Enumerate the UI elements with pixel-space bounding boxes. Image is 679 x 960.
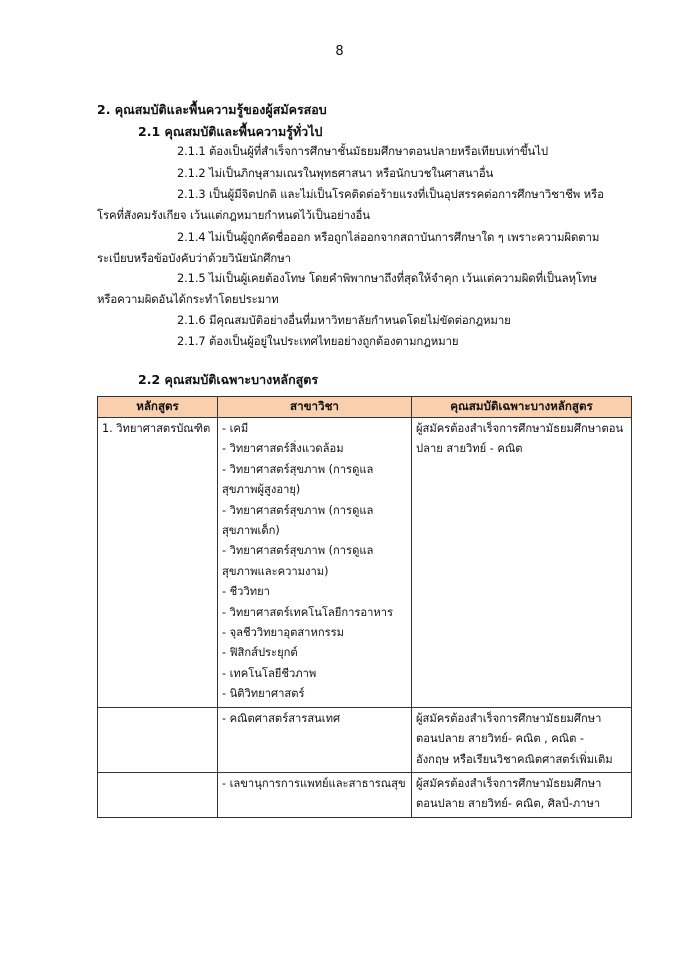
item-2-1-7: 2.1.7 ต้องเป็นผู้อยู่ในประเทศไทยอย่างถูกต้องตามกฎหมาย bbox=[177, 334, 459, 348]
item-2-1-3: 2.1.3 เป็นผู้มีจิตปกติ และไม่เป็นโรคติดต่อร้ายแรงที่เป็นอุปสรรคต่อการศึกษาวิชาชีพ หรือ bbox=[177, 187, 604, 201]
requirement-line: ผู้สมัครต้องสำเร็จการศึกษามัธยมศึกษา bbox=[416, 711, 602, 725]
major-item: สุขภาพเด็ก) bbox=[222, 524, 280, 538]
header-requirement: คุณสมบัติเฉพาะบางหลักสูตร bbox=[412, 397, 632, 418]
requirement-cell bbox=[412, 418, 632, 708]
program-cell bbox=[98, 707, 218, 772]
program-name: 1. วิทยาศาสตรบัณฑิต bbox=[102, 422, 211, 435]
item-2-1-5-cont: หรือความผิดอันได้กระทำโดยประมาท bbox=[97, 292, 279, 306]
item-2-1-2: 2.1.2 ไม่เป็นภิกษุสามเณรในพุทธศาสนา หรือนักบวชในศาสนาอื่น bbox=[177, 166, 494, 180]
requirement-line: ผู้สมัครต้องสำเร็จการศึกษามัธยมศึกษา bbox=[416, 776, 602, 790]
majors-cell bbox=[218, 772, 412, 817]
major-item: - เคมี bbox=[222, 422, 249, 435]
majors-cell bbox=[218, 418, 412, 708]
program-cell bbox=[98, 772, 218, 817]
specific-heading: 2.2 คุณสมบัติเฉพาะบางหลักสูตร bbox=[138, 372, 319, 387]
requirement-cell bbox=[412, 772, 632, 817]
major-item: - นิติวิทยาศาสตร์ bbox=[222, 687, 305, 701]
section-heading: 2. คุณสมบัติและพื้นความรู้ของผู้สมัครสอบ bbox=[97, 102, 327, 117]
requirement-line: อังกฤษ หรือเรียนวิชาคณิตศาสตร์เพิ่มเติม bbox=[416, 752, 613, 766]
item-2-1-1: 2.1.1 ต้องเป็นผู้ที่สำเร็จการศึกษาชั้นมัธยมศึกษาตอนปลายหรือเทียบเท่าขึ้นไป bbox=[177, 144, 548, 158]
requirement-line: ตอนปลาย สายวิทย์- คณิต , คณิต - bbox=[416, 732, 584, 746]
page-number: 8 bbox=[335, 44, 344, 59]
major-item: - วิทยาศาสตร์เทคโนโลยีการอาหาร bbox=[222, 605, 394, 619]
table-row bbox=[98, 772, 632, 817]
requirements-table bbox=[97, 396, 632, 818]
item-2-1-4-cont: ระเบียบหรือข้อบังคับว่าด้วยวินัยนักศึกษา bbox=[97, 251, 291, 265]
majors-cell bbox=[218, 707, 412, 772]
header-major: สาขาวิชา bbox=[218, 397, 412, 418]
major-item: - ฟิสิกส์ประยุกต์ bbox=[222, 646, 298, 660]
general-heading: 2.1 คุณสมบัติและพื้นความรู้ทั่วไป bbox=[138, 124, 323, 139]
item-2-1-5: 2.1.5 ไม่เป็นผู้เคยต้องโทษ โดยคำพิพากษาถึงที่สุดให้จำคุก เว้นแต่ความผิดที่เป็นลหุโทษ bbox=[177, 271, 597, 285]
requirement-line: ปลาย สายวิทย์ - คณิต bbox=[416, 442, 523, 456]
major-item: - จุลชีววิทยาอุตสาหกรรม bbox=[222, 626, 345, 640]
major-item: - วิทยาศาสตร์สุขภาพ (การดูแล bbox=[222, 503, 374, 517]
table-row bbox=[98, 418, 632, 708]
major-item: - วิทยาศาสตร์สิ่งแวดล้อม bbox=[222, 442, 344, 456]
major-item: - ชีววิทยา bbox=[222, 585, 270, 599]
major-item: - วิทยาศาสตร์สุขภาพ (การดูแล bbox=[222, 462, 374, 476]
program-cell bbox=[98, 418, 218, 708]
major-item: สุขภาพและความงาม) bbox=[222, 564, 329, 578]
major-item: - คณิตศาสตร์สารสนเทศ bbox=[222, 711, 341, 725]
item-2-1-3-cont: โรคที่สังคมรังเกียจ เว้นแต่กฎหมายกำหนดไว้เป็นอย่างอื่น bbox=[97, 208, 370, 222]
item-2-1-4: 2.1.4 ไม่เป็นผู้ถูกคัดชื่อออก หรือถูกไล่ออกจากสถาบันการศึกษาใด ๆ เพราะความผิดตาม bbox=[177, 230, 600, 244]
major-item: - วิทยาศาสตร์สุขภาพ (การดูแล bbox=[222, 544, 374, 558]
header-program: หลักสูตร bbox=[98, 397, 218, 418]
table-row bbox=[98, 707, 632, 772]
requirement-line: ตอนปลาย สายวิทย์- คณิต, ศิลป์-ภาษา bbox=[416, 797, 601, 811]
item-2-1-6: 2.1.6 มีคุณสมบัติอย่างอื่นที่มหาวิทยาลัยกำหนดโดยไม่ขัดต่อกฎหมาย bbox=[177, 313, 511, 327]
requirement-cell bbox=[412, 707, 632, 772]
major-item: - เทคโนโลยีชีวภาพ bbox=[222, 666, 317, 680]
table-header-row bbox=[98, 397, 632, 418]
major-item: - เลขานุการการแพทย์และสาธารณสุข bbox=[222, 776, 406, 790]
requirement-line: ผู้สมัครต้องสำเร็จการศึกษามัธยมศึกษาตอน bbox=[416, 422, 624, 435]
major-item: สุขภาพผู้สูงอายุ) bbox=[222, 483, 301, 497]
